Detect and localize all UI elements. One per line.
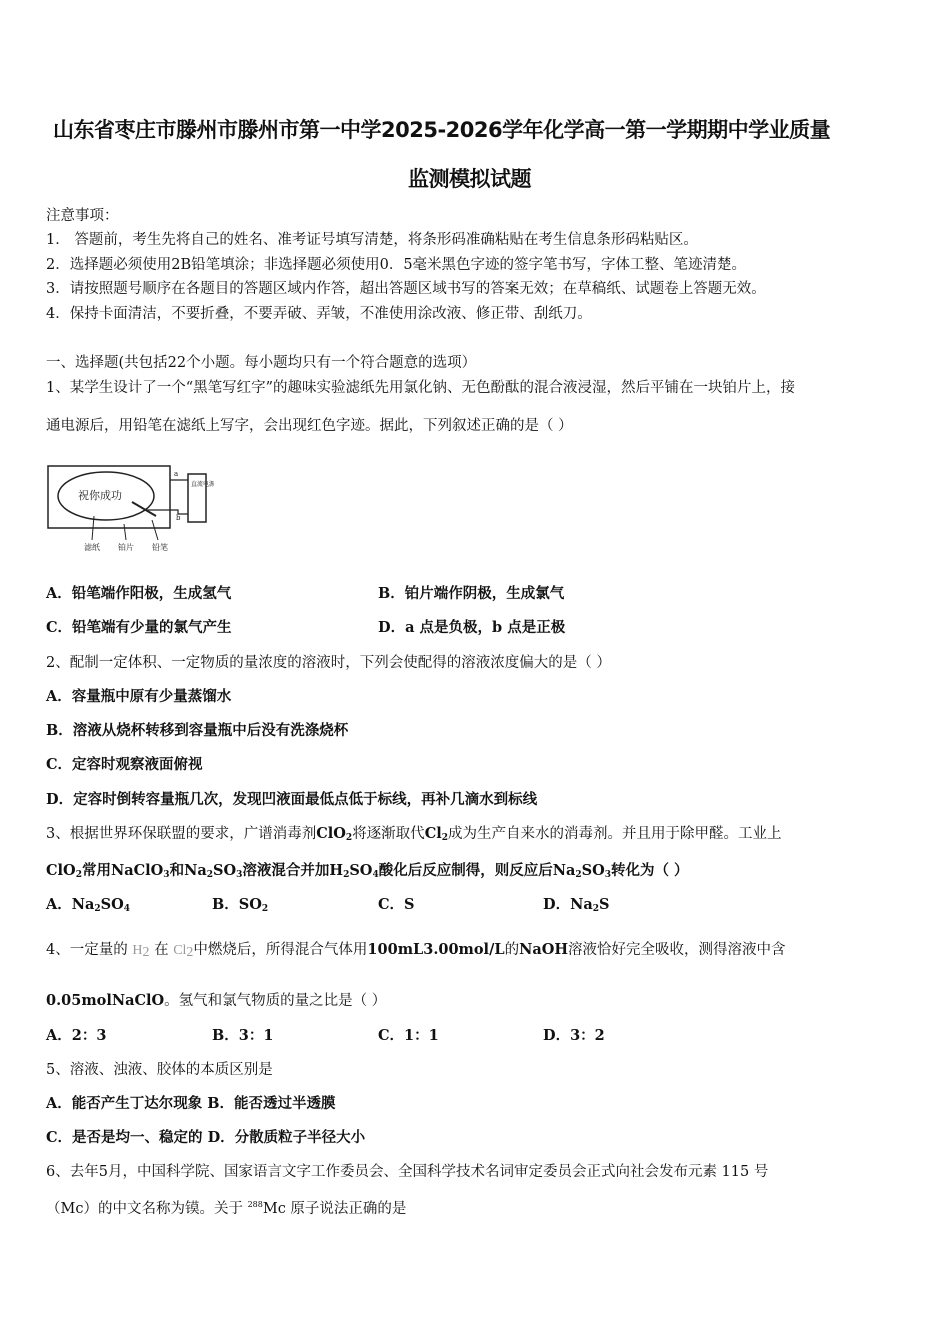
pointer-pencil — [152, 520, 158, 540]
q1-option-b: B．铂片端作阴极，生成氯气 — [378, 585, 565, 602]
notice-item: 2．选择题必须使用2B铅笔填涂；非选择题必须使用0．5毫米黑色字迹的签字笔书写，字体工整、笔迹清楚。 — [46, 257, 747, 273]
q3-option-a: A．$Na_2SO_4$ — [46, 896, 131, 914]
q4-option-d: D．3：2 — [543, 1027, 605, 1044]
figure-label-b: b — [176, 514, 181, 522]
notice-item: 1． 答题前，考生先将自己的姓名、准考证号填写清楚，将条形码准确粘贴在考生信息条形码粘贴区。 — [46, 232, 698, 248]
figure-label-main: 祝你成功 — [78, 489, 122, 502]
q6-stem-line1: 6、去年5月，中国科学院、国家语言文字工作委员会、全国科学技术名词审定委员会正式向社会发布元素 115 号 — [46, 1164, 769, 1180]
electrolysis-diagram — [44, 458, 214, 554]
pencil — [132, 502, 156, 516]
q1-option-a: A．铅笔端作阳极，生成氢气 — [46, 585, 232, 602]
q2-option-b: B．溶液从烧杯转移到容量瓶中后没有洗涤烧杯 — [46, 722, 349, 739]
q4-option-c: C．1：1 — [378, 1027, 439, 1044]
section-heading: 一、选择题(共包括22个小题。每小题均只有一个符合题意的选项） — [46, 355, 477, 371]
notice-item: 3．请按照题号顺序在各题目的答题区域内作答，超出答题区域书写的答案无效；在草稿纸、试题卷上答题无效。 — [46, 281, 766, 297]
q5-options-ab: A．能否产生丁达尔现象 B．能否透过半透膜 — [46, 1095, 336, 1112]
q4-stem-line1: 4、一定量的 $H_2$ 在 $Cl_2$中燃烧后，所得混合气体用100mL3.00mol/L的NaOH溶液恰好完全吸收，测得溶液中含 — [46, 941, 786, 960]
q3-option-d: D．$Na_2S$ — [543, 896, 610, 914]
q3-stem-line2: ClO$_2$常用NaClO$_3$和$Na_2SO_3$溶液混合并加$H_2SO_4$酸化后反应制得，则反应后$Na_2SO_3$转化为（ ） — [46, 862, 689, 880]
q2-option-d: D．定容时倒转容量瓶几次，发现凹液面最低点低于标线，再补几滴水到标线 — [46, 791, 538, 808]
notice-item: 4．保持卡面清洁，不要折叠，不要弄破、弄皱，不准使用涂改液、修正带、刮纸刀。 — [46, 306, 592, 322]
q3-stem-line1: 3、根据世界环保联盟的要求，广谱消毒剂ClO$_2$将逐渐取代$Cl_2$成为生产自来水的消毒剂。并且用于除甲醛。工业上 — [46, 825, 782, 843]
q6-stem-line2: （Mc）的中文名称为镆。关于 $^{288}$Mc 原子说法正确的是 — [46, 1200, 407, 1217]
q4-option-a: A．2：3 — [46, 1027, 107, 1044]
q1-stem-line1: 1、某学生设计了一个“黑笔写红字”的趣味实验滤纸先用氯化钠、无色酚酞的混合液浸湿，然后平铺在一块铂片上，接 — [46, 380, 796, 396]
figure-label-a: a — [174, 470, 179, 478]
q2-option-a: A．容量瓶中原有少量蒸馏水 — [46, 688, 232, 705]
q1-option-c: C．铅笔端有少量的氯气产生 — [46, 619, 232, 636]
q1-stem-line2: 通电源后，用铅笔在滤纸上写字，会出现红色字迹。据此，下列叙述正确的是（ ） — [46, 418, 573, 434]
q1-option-d: D．a 点是负极，b 点是正极 — [378, 619, 566, 636]
notice-heading: 注意事项： — [46, 208, 119, 224]
q4-option-b: B．3：1 — [212, 1027, 274, 1044]
figure-label-paper: 滤纸 — [84, 543, 100, 552]
q3-option-b: B．$SO_2$ — [212, 896, 269, 914]
q5-options-cd: C．是否是均一、稳定的 D．分散质粒子半径大小 — [46, 1129, 366, 1146]
pointer-plate — [124, 524, 126, 540]
figure-label-pencil: 铅笔 — [152, 543, 168, 552]
figure-label-power: 直流电源 — [191, 481, 214, 488]
q3-option-c: C．S — [378, 896, 415, 913]
figure-label-plate: 铂片 — [118, 543, 134, 552]
electrolysis-figure — [44, 458, 214, 554]
q2-option-c: C．定容时观察液面俯视 — [46, 756, 203, 773]
page-title: 山东省枣庄市滕州市滕州市第一中学2025-2026学年化学高一第一学期期中学业质量 — [53, 118, 831, 142]
q2-stem: 2、配制一定体积、一定物质的量浓度的溶液时，下列会使配得的溶液浓度偏大的是（ ） — [46, 655, 611, 671]
q5-stem: 5、溶液、浊液、胶体的本质区别是 — [46, 1062, 273, 1078]
q4-stem-line2: 0.05molNaClO。氢气和氯气物质的量之比是（ ） — [46, 992, 387, 1009]
page-subtitle: 监测模拟试题 — [408, 167, 531, 191]
